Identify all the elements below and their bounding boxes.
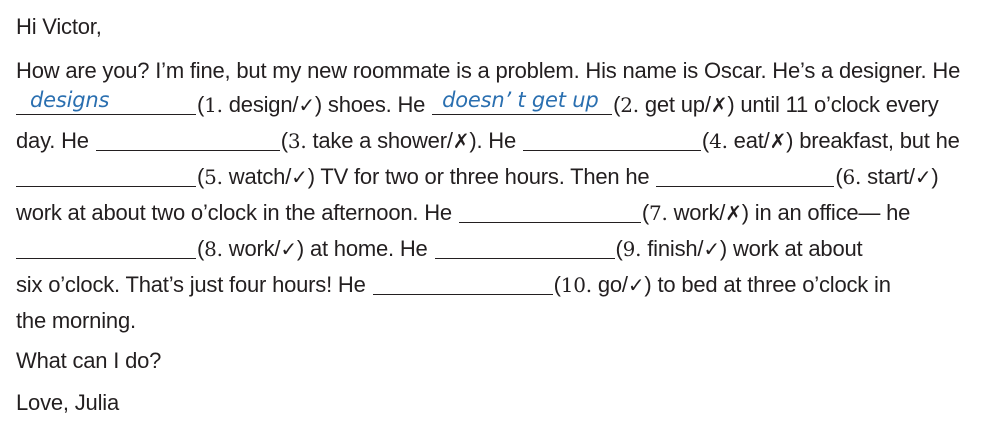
cross-icon: ✗ [769, 129, 787, 153]
letter-line-3: day. He (3. take a shower/✗). He (4. eat/✗) breakfast, but he [16, 128, 960, 153]
hint-9: (9. finish/✓) [615, 236, 728, 261]
check-icon: ✓ [914, 165, 932, 189]
check-icon: ✓ [291, 165, 308, 189]
letter-line-4: (5. watch/✓) TV for two or three hours. Then he (6. start/✓) [16, 162, 939, 192]
greeting-text: Hi Victor, [16, 14, 102, 39]
hint-7: (7. work/✗) [641, 200, 749, 225]
cross-icon: ✗ [452, 129, 470, 153]
hint-4: (4. eat/✗) [701, 128, 794, 153]
blank-7[interactable] [459, 200, 641, 223]
hint-8: (8. work/✓) [197, 236, 305, 261]
letter-line-7: six o’clock. That’s just four hours! He (10. go/✓) to bed at three o’clock in [16, 272, 891, 297]
check-icon: ✓ [703, 237, 720, 261]
hint-1: (1. design/✓) [197, 92, 323, 117]
letter-line-1 [16, 56, 960, 86]
question [16, 346, 161, 376]
closing-text: Love, Julia [16, 390, 119, 415]
check-icon: ✓ [280, 237, 297, 261]
hint-5: (5. watch/✓) [197, 164, 315, 189]
blank-3[interactable] [96, 128, 280, 151]
answer-1: designs [30, 88, 110, 112]
closing [16, 388, 119, 418]
hint-2: (2. get up/✗) [613, 92, 735, 117]
blank-6[interactable] [656, 164, 834, 187]
blank-4[interactable] [523, 128, 701, 151]
blank-1[interactable] [16, 88, 196, 115]
hint-3: (3. take a shower/✗) [280, 128, 477, 153]
greeting [16, 12, 102, 42]
blank-2[interactable] [432, 88, 612, 115]
blank-5[interactable] [16, 164, 196, 187]
letter-line-2: designs (1. design/✓) shoes. He doesn’ t get up (2. get up/✗) until 11 o’clock every [16, 90, 939, 120]
answer-2: doesn’ t get up [442, 88, 599, 112]
check-icon: ✓ [298, 93, 315, 117]
blank-8[interactable] [16, 236, 196, 259]
cross-icon: ✗ [710, 93, 728, 117]
blank-10[interactable] [373, 272, 553, 295]
question-text: What can I do? [16, 348, 162, 373]
hint-10: (10. go/✓) [553, 272, 652, 297]
hint-6: (6. start/✓) [835, 164, 939, 189]
letter-line-6: (8. work/✓) at home. He (9. finish/✓) work at about [16, 234, 862, 264]
blank-9[interactable] [435, 236, 615, 259]
letter-line-5: work at about two o’clock in the afternoon. He (7. work/✗) in an office— he [16, 200, 911, 225]
cross-icon: ✗ [725, 201, 742, 225]
check-icon: ✓ [627, 273, 645, 297]
intro-text: How are you? I’m fine, but my new roommate is a problem. His name is Oscar. He’s a designer. He [16, 58, 961, 83]
letter-line-8: the morning. [16, 308, 136, 333]
